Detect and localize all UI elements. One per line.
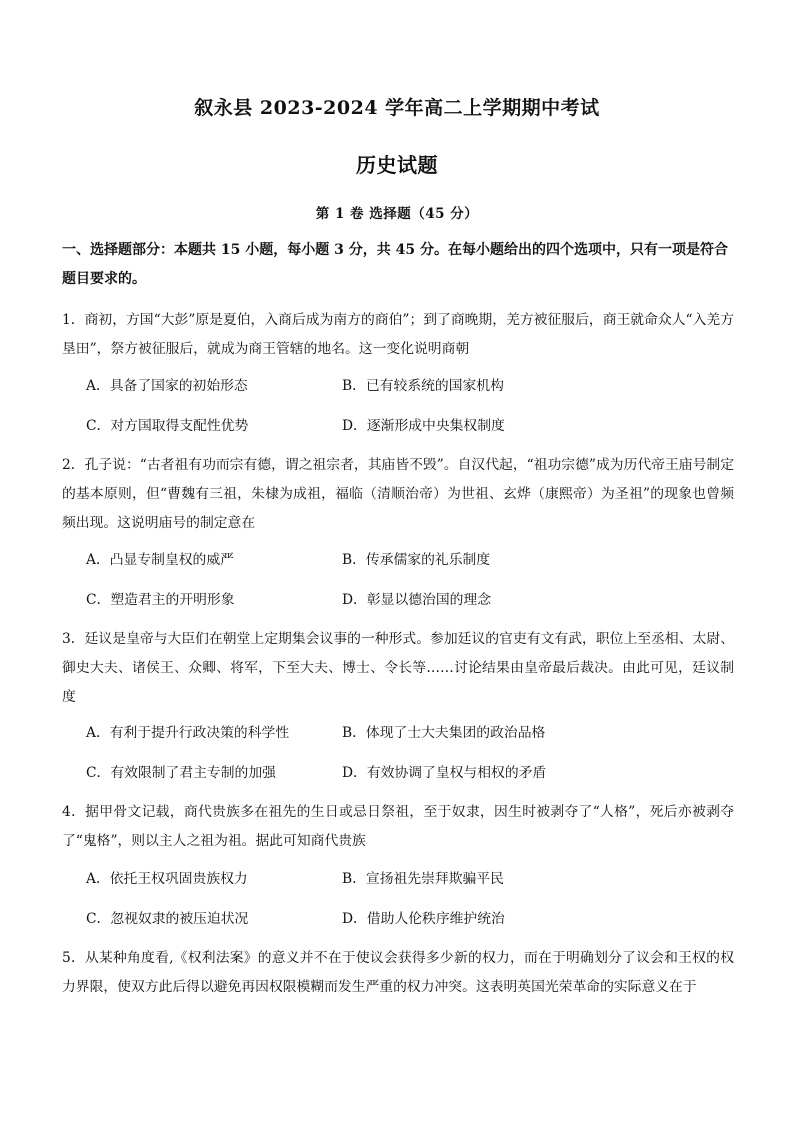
question-1-stem: 1．商初，方国“大彭”原是夏伯，入商后成为南方的商伯”；到了商晚期，羌方被征服后，商王就命众人“入羌方垦田”，祭方被征服后，就成为商王管辖的地名。这一变化说明商朝 <box>62 312 734 357</box>
exam-subtitle: 历史试题 <box>356 153 438 177</box>
question-2-option-d[interactable]: D．彰显以德治国的理念 <box>342 592 492 608</box>
question-4-option-c[interactable]: C．忽视奴隶的被压迫状况 <box>86 911 249 927</box>
question-4-stem: 4．据甲骨文记载，商代贵族多在祖先的生日或忌日祭祖，至于奴隶，因生时被剥夺了“人格”，死后亦被剥夺了“鬼格”，则以主人之祖为祖。据此可知商代贵族 <box>62 804 734 849</box>
question-1-option-b[interactable]: B．已有较系统的国家机构 <box>342 378 504 394</box>
exam-title: 叙永县 2023-2024 学年高二上学期期中考试 <box>194 97 600 119</box>
question-4-option-b[interactable]: B．宣扬祖先崇拜欺骗平民 <box>342 871 504 887</box>
question-4-option-a[interactable]: A．依托王权巩固贵族权力 <box>86 871 248 887</box>
question-3-option-c[interactable]: C．有效限制了君主专制的加强 <box>86 765 276 781</box>
section-heading: 第 1 卷 选择题（45 分） <box>315 206 479 222</box>
question-3-option-a[interactable]: A．有利于提升行政决策的科学性 <box>86 725 290 741</box>
question-5-stem: 5．从某种角度看,《权利法案》的意义并不在于使议会获得多少新的权力，而在于明确划分了议会和王权的权力界限，使双方此后得以避免再因权限模糊而发生严重的权力冲突。这表明英国光荣革命的实际意义在于 <box>62 950 734 995</box>
question-2-option-b[interactable]: B．传承儒家的礼乐制度 <box>342 552 491 568</box>
question-1-option-a[interactable]: A．具备了国家的初始形态 <box>86 378 248 394</box>
question-3-option-d[interactable]: D．有效协调了皇权与相权的矛盾 <box>342 765 547 781</box>
question-4-option-d[interactable]: D．借助人伦秩序维护统治 <box>342 911 505 927</box>
question-1-option-d[interactable]: D．逐渐形成中央集权制度 <box>342 418 505 434</box>
question-2-option-a[interactable]: A．凸显专制皇权的威严 <box>86 552 234 568</box>
question-2-stem: 2．孔子说：“古者祖有功而宗有德，谓之祖宗者，其庙皆不毁”。自汉代起，“祖功宗德”成为历代帝王庙号制定的基本原则，但“曹魏有三祖，朱棣为成祖，福临（清顺治帝）为世祖、玄烨（康熙帝）为圣祖”的现象也曾频频出现。这说明庙号的制定意在 <box>62 457 734 531</box>
question-3-option-b[interactable]: B．体现了士大夫集团的政治品格 <box>342 725 546 741</box>
question-1-option-c[interactable]: C．对方国取得支配性优势 <box>86 418 249 434</box>
section-instructions: 一、选择题部分：本题共 15 小题，每小题 3 分，共 45 分。在每小题给出的四个选项中，只有一项是符合题目要求的。 <box>62 242 728 287</box>
question-3-stem: 3．廷议是皇帝与大臣们在朝堂上定期集会议事的一种形式。参加廷议的官吏有文有武，职位上至丞相、太尉、御史大夫、诸侯王、众卿、将军，下至大夫、博士、令长等……讨论结果由皇帝最后裁决。由此可见，廷议制度 <box>62 631 734 705</box>
question-2-option-c[interactable]: C．塑造君主的开明形象 <box>86 592 235 608</box>
